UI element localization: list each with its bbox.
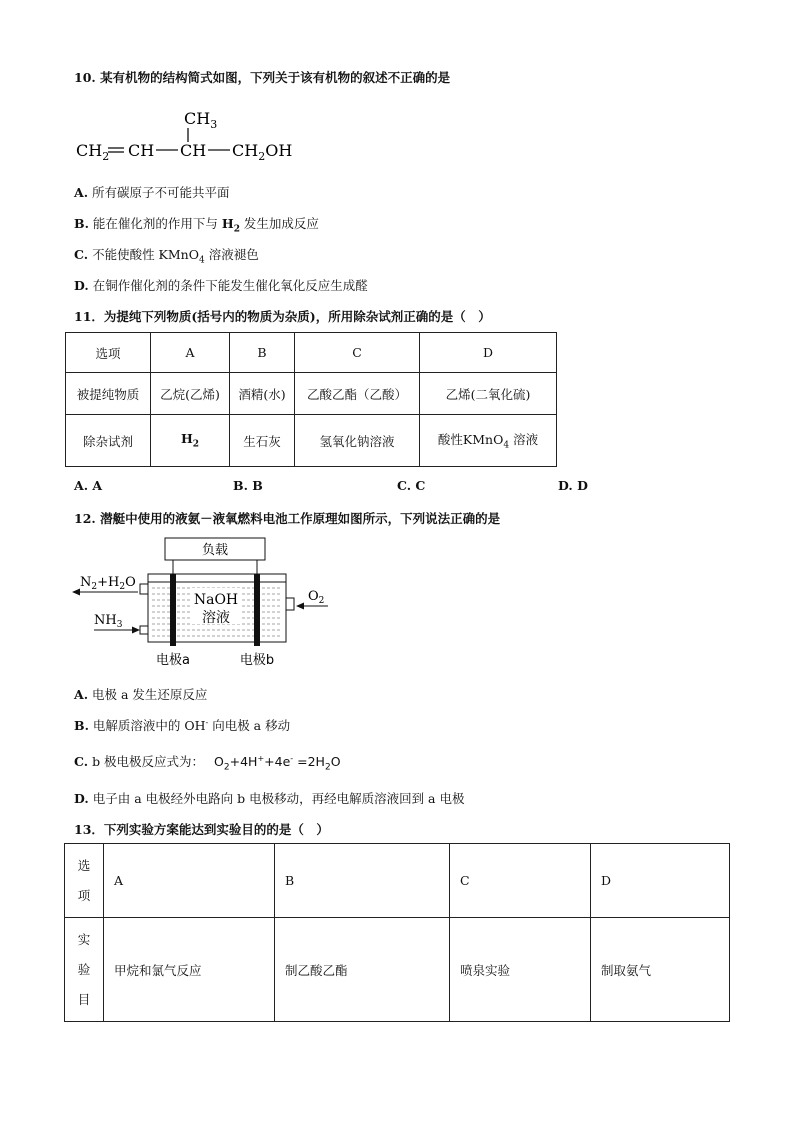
q11-row1-label: 被提纯物质 xyxy=(66,373,151,415)
q13-stem: 13．下列实验方案能达到实验目的的是（ ） xyxy=(74,822,329,837)
q11-answer-c: C. C xyxy=(397,478,426,493)
q13-row-a: 甲烷和氯气反应 xyxy=(104,918,275,1022)
q11-row1-a: 乙烷(乙烯) xyxy=(151,373,230,415)
q11-header-b: B xyxy=(230,333,295,373)
electrolyte-label-2: 溶液 xyxy=(202,610,230,626)
arrow-in-right-head xyxy=(296,603,304,610)
q11-header-a: A xyxy=(151,333,230,373)
group-ch-1: CH xyxy=(128,141,155,160)
group-ch2: $CH_2$ xyxy=(76,141,110,163)
out-left-label: $N_2+H_2O$ xyxy=(80,575,136,592)
q13-table xyxy=(64,843,730,1022)
q11-row2-label: 除杂试剂 xyxy=(66,415,151,467)
q12-formula-c: $O_2+4H^++4e^- =2H_2O$ xyxy=(214,753,341,773)
q13-row-label: 实 验 目 xyxy=(65,918,104,1022)
in-right-label: $O_2$ xyxy=(308,589,325,606)
q13-header-option: 选 项 xyxy=(65,844,104,918)
electrode-b-label: 电极b xyxy=(239,653,275,668)
q11-header-option: 选项 xyxy=(66,333,151,373)
q11-header-c: C xyxy=(295,333,420,373)
load-label: 负载 xyxy=(201,543,229,558)
arrow-in-left-head xyxy=(132,627,140,634)
right-port xyxy=(286,598,294,610)
electrolyte-label-1: NaOH xyxy=(193,592,239,608)
q11-stem: 11．为提纯下列物质(括号内的物质为杂质)，所用除杂试剂正确的是（ ） xyxy=(74,309,491,324)
q12-option-b: B. 电解质溶液中的 OH- 向电极 a 移动 xyxy=(74,717,291,733)
q13-header-c: C xyxy=(450,844,591,918)
q11-row2-c: 氢氧化钠溶液 xyxy=(295,415,420,467)
q10-structure-formula xyxy=(72,104,312,166)
q13-row-d: 制取氨气 xyxy=(591,918,730,1022)
arrow-out-left-head xyxy=(72,589,80,596)
q13-header-b: B xyxy=(275,844,450,918)
q11-table xyxy=(65,332,557,467)
q12-option-d: D. 电子由 a 电极经外电路向 b 电极移动，再经电解质溶液回到 a 电极 xyxy=(74,791,465,806)
branch-ch3: $CH_3$ xyxy=(184,109,218,131)
left-port-lower xyxy=(140,626,148,634)
q13-header-a: A xyxy=(104,844,275,918)
group-ch2oh: $CH_2OH$ xyxy=(232,141,293,163)
q10-option-b: B. 能在催化剂的作用下与 $H_2$ 发生加成反应 xyxy=(74,216,319,235)
left-port-upper xyxy=(140,584,148,594)
q11-row2-b: 生石灰 xyxy=(230,415,295,467)
q11-answer-b: B. B xyxy=(233,478,263,493)
q11-row1-d: 乙烯(二氧化硫) xyxy=(420,373,557,415)
electrode-a-bar xyxy=(170,574,176,646)
q10-stem: 10. 某有机物的结构简式如图，下列关于该有机物的叙述不正确的是 xyxy=(74,70,451,85)
q13-row-b: 制乙酸乙酯 xyxy=(275,918,450,1022)
q11-answer-d: D. D xyxy=(558,478,588,493)
q11-header-d: D xyxy=(420,333,557,373)
fuel-cell-diagram xyxy=(68,536,338,672)
q11-answer-a: A. A xyxy=(74,478,103,493)
q11-row1-b: 酒精(水) xyxy=(230,373,295,415)
q11-row1-c: 乙酸乙酯（乙酸） xyxy=(295,373,420,415)
group-ch-2: CH xyxy=(180,141,207,160)
q12-option-c: C. b 极电极反应式为： $O_2+4H^++4e^- =2H_2O$ xyxy=(74,753,341,773)
q11-row2-a: $H_2$ xyxy=(151,415,230,467)
q12-option-a: A. 电极 a 发生还原反应 xyxy=(74,687,208,702)
electrode-a-label: 电极a xyxy=(156,653,190,668)
q13-row-c: 喷泉实验 xyxy=(450,918,591,1022)
q12-stem: 12. 潜艇中使用的液氨－液氧燃料电池工作原理如图所示，下列说法正确的是 xyxy=(74,511,501,526)
q10-option-c: C. 不能使酸性 KMnO$_4$ 溶液褪色 xyxy=(74,247,259,266)
q11-row2-d: 酸性KMnO$_4$ 溶液 xyxy=(420,415,557,467)
q13-header-d: D xyxy=(591,844,730,918)
q10-option-d: D. 在铜作催化剂的条件下能发生催化氧化反应生成醛 xyxy=(74,278,368,293)
electrode-b-bar xyxy=(254,574,260,646)
q10-option-a: A. 所有碳原子不可能共平面 xyxy=(74,185,230,200)
in-left-label: $NH_3$ xyxy=(94,613,123,630)
